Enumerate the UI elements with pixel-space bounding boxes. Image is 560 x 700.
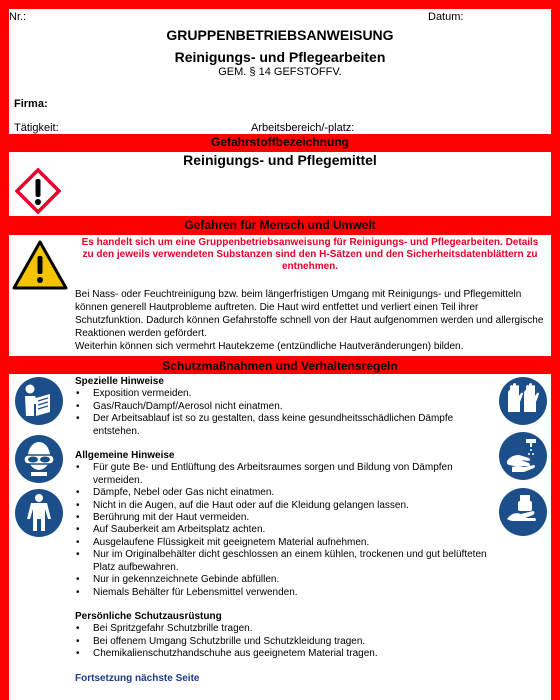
datum-label: Datum: <box>428 11 464 23</box>
persoenlich-list <box>75 623 495 660</box>
persoenlich-heading: Persönliche Schutzausrüstung <box>75 610 222 622</box>
list-item: • Für gute Be- und Entlüftung des Arbeitsraumes sorgen und Bildung von Dämpfen vermeiden. <box>75 462 495 487</box>
gefahren-panel <box>9 235 551 356</box>
read-manual-icon <box>14 376 64 426</box>
taetigkeit-label: Tätigkeit: <box>14 122 59 134</box>
hazard-description <box>75 288 545 353</box>
list-item: • Der Arbeitsablauf ist so zu gestalten, dass keine gesundheitsschädlichen Dämpfe entstehen. <box>75 413 495 438</box>
list-item: • Chemikalienschutzhandschuhe aus geeignetem Material tragen. <box>75 648 495 660</box>
gefahrstoff-panel <box>9 152 551 216</box>
regulation-reference: GEM. § 14 GEFSTOFFV. <box>218 66 342 78</box>
list-item: • Gas/Rauch/Dampf/Aerosol nicht einatmen. <box>75 401 495 413</box>
list-item: • Bei Spritzgefahr Schutzbrille tragen. <box>75 623 495 635</box>
wash-hands-icon <box>498 431 548 481</box>
section-title-schutz: Schutzmaßnahmen und Verhaltensregeln <box>162 359 398 373</box>
list-item: • Nur in gekennzeichnete Gebinde abfüllen. <box>75 574 495 586</box>
list-item: • Bei offenem Umgang Schutzbrille und Schutzkleidung tragen. <box>75 636 495 648</box>
list-item: • Niemals Behälter für Lebensmittel verwenden. <box>75 587 495 599</box>
list-item: • Berührung mit der Haut vermeiden. <box>75 512 495 524</box>
continuation-note: Fortsetzung nächste Seite <box>75 672 200 684</box>
list-item: • Ausgelaufene Flüssigkeit mit geeignetem Material aufnehmen. <box>75 537 495 549</box>
warning-triangle-icon <box>12 240 68 290</box>
section-title-gefahrstoff: Gefahrstoffbezeichnung <box>210 135 349 149</box>
spezielle-list <box>75 388 495 438</box>
spezielle-heading: Spezielle Hinweise <box>75 376 164 387</box>
allgemeine-heading: Allgemeine Hinweise <box>75 450 175 462</box>
arbeitsbereich-label: Arbeitsbereich/-platz: <box>251 122 355 134</box>
allgemeine-list <box>75 462 495 598</box>
hazard-description-extra: Weiterhin können sich vermehrt Hautekzeme (entzündliche Hautveränderungen) bilden. <box>75 341 464 352</box>
group-instruction-notice: Es handelt sich um eine Gruppenbetriebsanweisung für Reinigungs- und Pflegearbeiten. Details zu den jeweils verwendeten Substanzen sind den H-Sätzen und den Sicherheitsdatenblättern zu entnehmen. <box>81 237 539 272</box>
document-subtitle: Reinigungs- und Pflegearbeiten <box>174 49 386 65</box>
list-item: • Dämpfe, Nebel oder Gas nicht einatmen. <box>75 487 495 499</box>
list-item: • Auf Sauberkeit am Arbeitsplatz achten. <box>75 524 495 536</box>
firma-label: Firma: <box>14 98 48 110</box>
skin-protection-icon <box>498 487 548 537</box>
nr-label: Nr.: <box>9 11 27 23</box>
substance-name: Reinigungs- und Pflegemittel <box>183 152 377 168</box>
hazard-description-main: Bei Nass- oder Feuchtreinigung bzw. beim längerfristigen Umgang mit Reinigungs- und Pflegemitteln können generell Hautprobleme auftreten. Die Haut wird entfettet und verliert einen Teil ihrer Schutzfunktion. Dadurch können Gefahrstoffe schnell von der Haut aufgenommen werden und allergische Reaktionen werden gefördert. <box>75 289 544 339</box>
protection-content <box>75 376 495 685</box>
document-title: GRUPPENBETRIEBSANWEISUNG <box>166 27 394 43</box>
ghs-exclamation-icon <box>15 168 61 214</box>
list-item: • Exposition vermeiden. <box>75 388 495 400</box>
section-title-gefahren: Gefahren für Mensch und Umwelt <box>184 218 376 232</box>
header-panel <box>9 9 551 134</box>
list-item: • Nicht in die Augen, auf die Haut oder auf die Kleidung gelangen lassen. <box>75 500 495 512</box>
schutz-panel <box>9 374 551 700</box>
protective-clothing-icon <box>14 488 64 538</box>
protective-gloves-icon <box>498 376 548 426</box>
list-item: • Nur im Originalbehälter dicht geschlossen an einem kühlen, trockenen und gut belüfteten Platz aufbewahren. <box>75 549 495 574</box>
safety-goggles-icon <box>14 434 64 484</box>
